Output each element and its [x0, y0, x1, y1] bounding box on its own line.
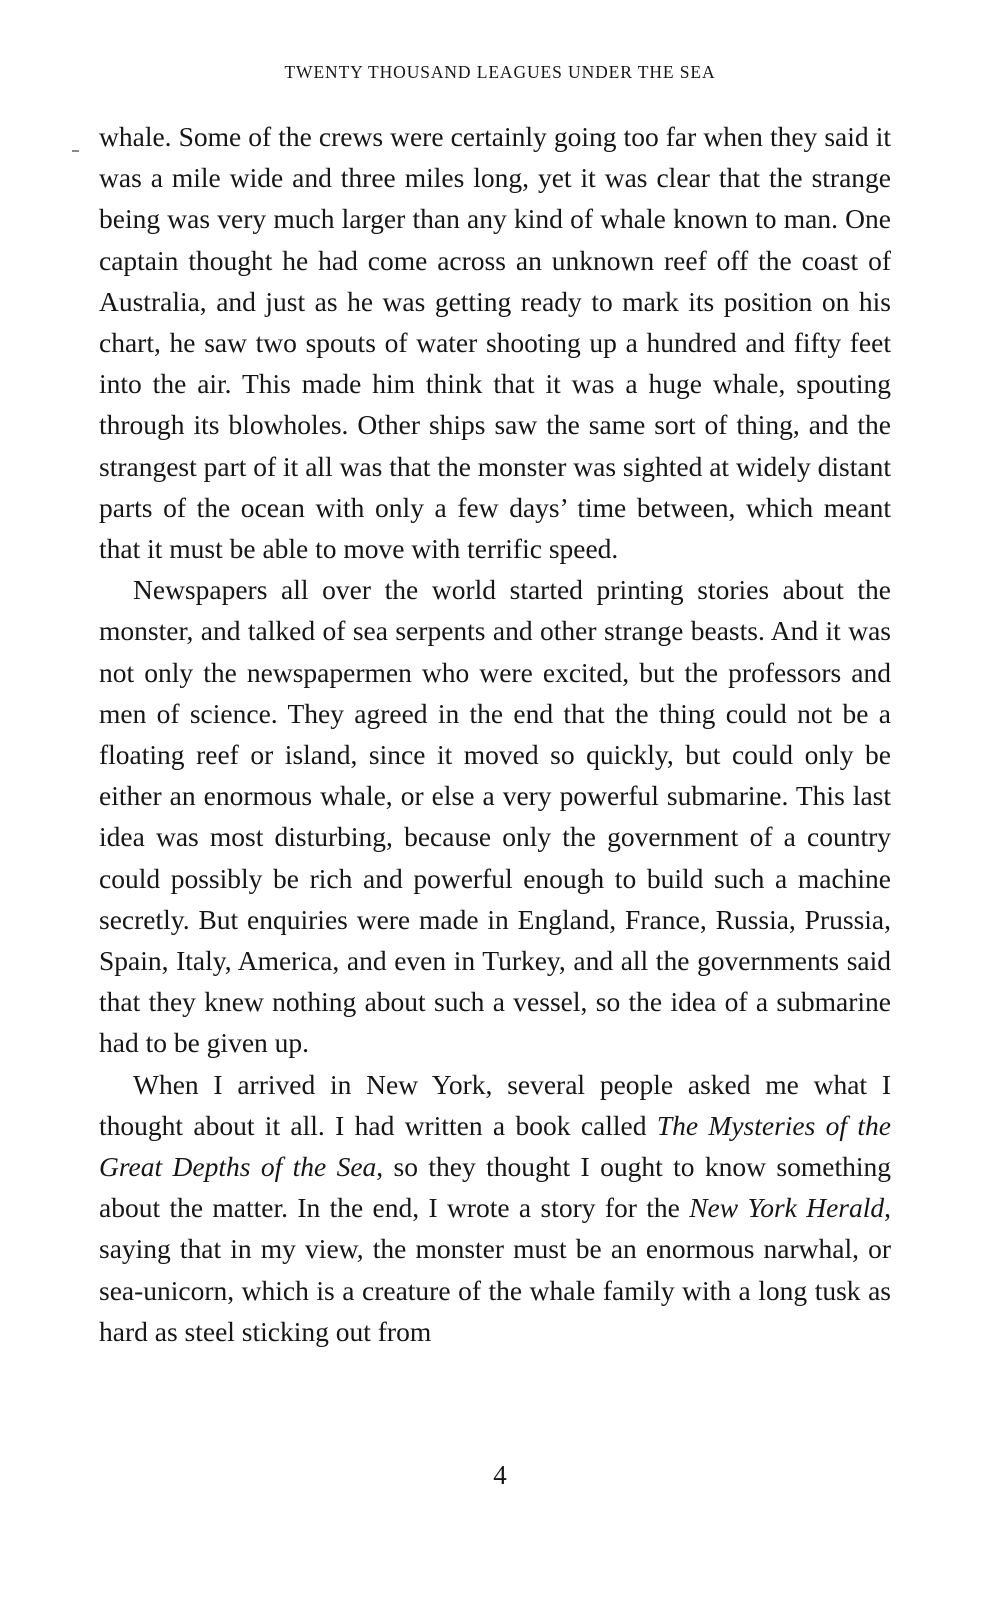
- paragraph-3-text-b: , so they thought I ought to know something about the matter. In the end, I wrote a story for the: [99, 1151, 891, 1224]
- paragraph-3-text-a: When I arrived in New York, several people asked me what I thought about it all. I had written a book called: [99, 1068, 891, 1141]
- paragraph-3: [99, 1064, 891, 1352]
- paragraph-3-text-c: , saying that in my view, the monster must be an enormous narwhal, or sea-unicorn, which is a creature of the whale family with a long tusk as hard as steel sticking out from: [99, 1192, 892, 1347]
- paragraph-1: whale. Some of the crews were certainly going too far when they said it was a mile wide and three miles long, yet it was clear that the strange being was very much larger than any kind of whale known to man. One captain thought he had come across an unknown reef off the coast of Australia, and just as he was getting ready to mark its position on his chart, he saw two spouts of water shooting up a hundred and fifty feet into the air. This made him think that it was a huge whale, spouting through its blowholes. Other ships saw the same sort of thing, and the strangest part of it all was that the monster was sighted at widely distant parts of the ocean with only a few days’ time between, which meant that it must be able to move with terrific speed.: [99, 121, 891, 565]
- body-text: [99, 116, 891, 1352]
- book-title: The Mysteries of the Great Depths of the Sea: [99, 1109, 891, 1183]
- newspaper-title: New York Herald: [689, 1192, 885, 1224]
- page-number: 4: [493, 1460, 507, 1490]
- paragraph-2: Newspapers all over the world started printing stories about the monster, and talked of sea serpents and other strange beasts. And it was not only the newspapermen who were excited, but the professors and men of science. They agreed in the end that the thing could not be a floating reef or island, since it moved so quickly, but could only be either an enormous whale, or else a very powerful submarine. This last idea was most disturbing, because only the government of a country could possibly be rich and powerful enough to build such a machine secretly. But enquiries were made in England, France, Russia, Prussia, Spain, Italy, America, and even in Turkey, and all the governments said that they knew nothing about such a vessel, so the idea of a submarine had to be given up.: [99, 574, 891, 1059]
- margin-mark: [72, 150, 79, 152]
- running-head: TWENTY THOUSAND LEAGUES UNDER THE SEA: [284, 62, 716, 82]
